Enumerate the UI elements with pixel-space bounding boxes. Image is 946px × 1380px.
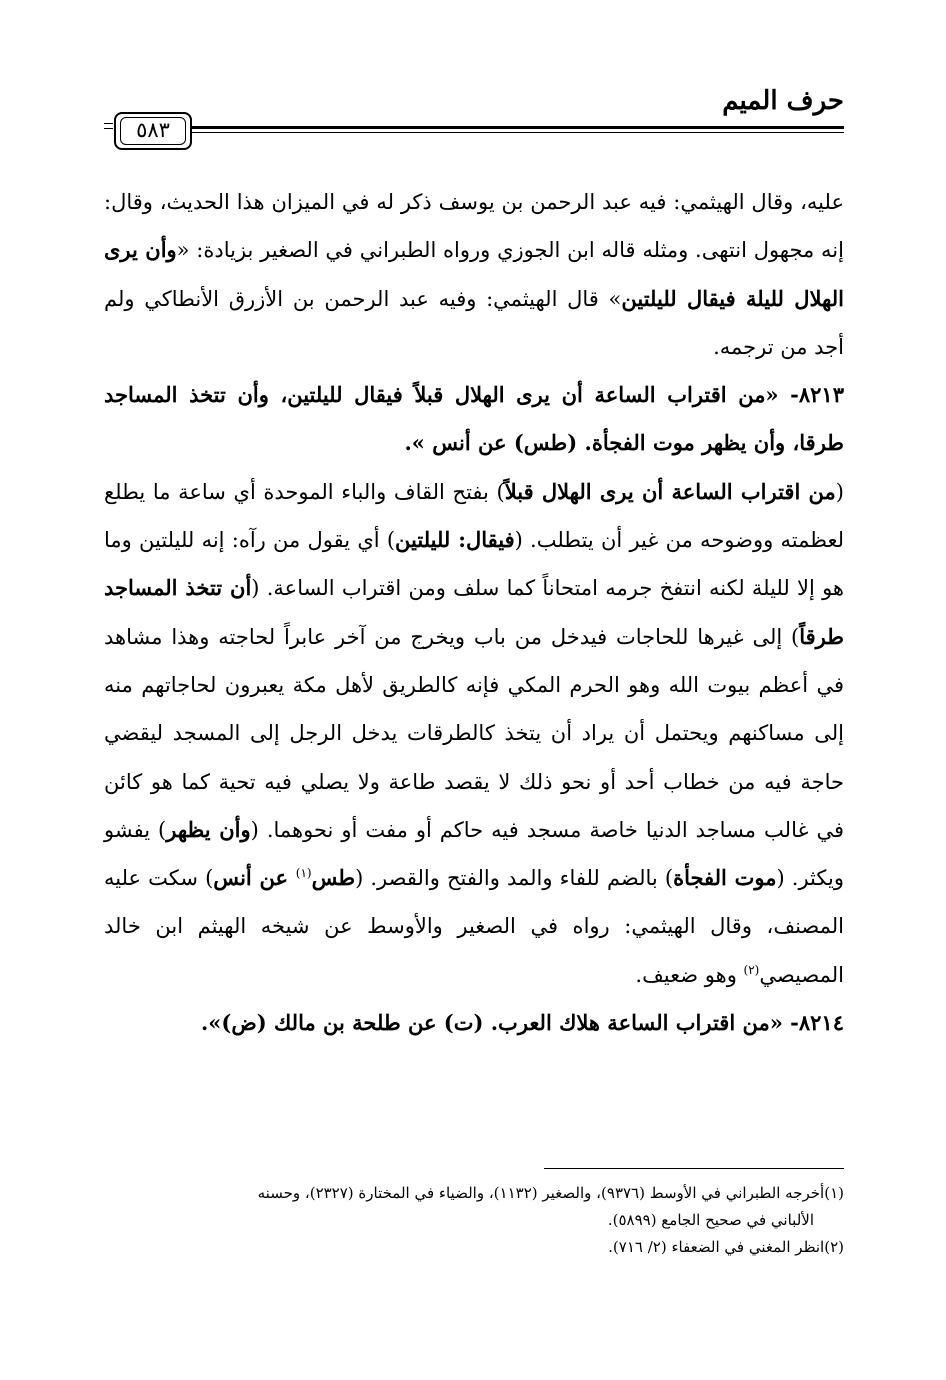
header-rule-thin [192, 132, 844, 133]
text-segment: ) سكت عليه المصنف، وقال الهيثمي: رواه في الصغير والأوسط عن شيخه الهيثم ابن خالد المصيصي [104, 866, 844, 987]
hadith-text: ٨٢١٤- «من اقتراب الساعة هلاك العرب. (ت) عن طلحة بن مالك (ض)». [200, 1010, 844, 1036]
lemma: أن تتخذ المساجد طرقاً [104, 575, 844, 649]
hadith-text: ٨٢١٣- «من اقتراب الساعة أن يرى الهلال قبلاً فيقال لليلتين، وأن تتخذ المساجد طرقا، وأن يظهر موت الفجأة. (طس) عن أنس ». [104, 382, 844, 456]
text-segment: وهو ضعيف. [635, 962, 744, 987]
text-segment: ) إلى غيرها للحاجات فيدخل من باب ويخرج من آخر عابراً لحاجته وهذا مشاهد في أعظم بيوت الله وهو الحرم المكي فإنه كالطريق لأهل مكة يعبرون لحاجاتهم منه إلى مساكنهم ويحتمل أن يراد أن يتخذ كالطرقات يدخل الرجل إلى المسجد ليقضي حاجة فيه من خطاب أحد أو نحو ذلك لا يقصد طاعة ولا يصلي فيه تحية كما هو كائن في غالب مساجد الدنيا خاصة مسجد فيه حاكم أو مفت أو نحوهما. ( [104, 624, 844, 842]
footnote-1-continuation: الألباني في صحيح الجامع (٥٨٩٩). [607, 1211, 814, 1229]
hadith-8214 [104, 999, 844, 1047]
footnote-ref: (٢) [743, 962, 760, 977]
text-segment: » قال الهيثمي: وفيه عبد الرحمن بن الأزرق الأنطاكي ولم أجد من ترجمه. [104, 286, 844, 359]
source-abbrev: طس [311, 865, 356, 891]
hadith-8213 [104, 371, 844, 468]
narrator: عن أنس [213, 865, 296, 891]
footnote-separator [544, 1168, 844, 1169]
main-text [104, 178, 844, 1047]
text-segment: ) أي يقول من رآه: إنه لليلتين وما هو إلا لليلة لكنه انتفخ جرمه امتحاناً كما سلف ومن اقتراب الساعة. ( [104, 528, 844, 601]
text-segment: عليه، وقال الهيثمي: فيه عبد الرحمن بن يوسف ذكر له في الميزان هذا الحديث، وقال: إنه مجهول انتهى. ومثله قاله ابن الجوزي ورواه الطبراني في الصغير بزيادة: « [104, 190, 844, 263]
paragraph-continuation [104, 178, 844, 371]
lemma: موت الفجأة [673, 865, 777, 891]
page-number-frame [104, 112, 192, 152]
footnotes [104, 1180, 844, 1261]
header-rule [192, 126, 844, 129]
quoted-addition: وأن يرى الهلال لليلة فيقال لليلتين [104, 237, 844, 311]
frame-dash-ornament [104, 123, 113, 129]
text-segment: ) يفشو ويكثر. ( [104, 817, 844, 891]
footnote-2: (٢)انظر المغني في الضعفاء (٢/ ٧١٦). [608, 1238, 844, 1256]
running-title: حرف الميم [722, 86, 844, 116]
commentary-paragraph [104, 468, 844, 999]
lemma: وأن يظهر [166, 816, 251, 842]
page-number: ٥٨٣ [136, 118, 170, 142]
text-segment: ) بالضم للفاء والمد والفتح والقصر. ( [355, 866, 674, 891]
lemma: من اقتراب الساعة أن يرى الهلال قبلاً [504, 478, 836, 504]
text-segment: ( [835, 479, 844, 504]
footnote-ref: (١) [295, 866, 312, 881]
lemma: فيقال: لليلتين [395, 527, 515, 553]
text-segment: ) بفتح القاف والباء الموحدة أي ساعة ما يطلع لعظمته ووضوحه من غير أن يتطلب. ( [104, 479, 844, 553]
footnote-1: (١)أخرجه الطبراني في الأوسط (٩٣٧٦)، والصغير (١١٣٢)، والضياء في المختارة (٢٣٢٧)، وحسنه [257, 1184, 844, 1202]
